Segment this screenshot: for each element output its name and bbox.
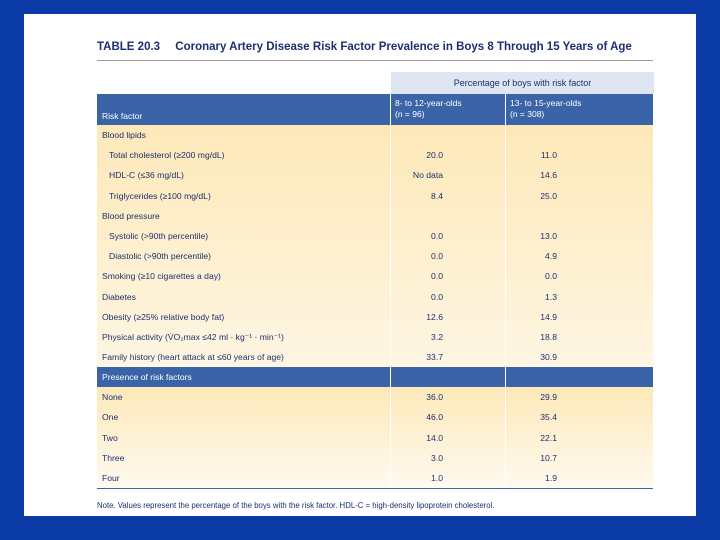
table-row xyxy=(97,448,653,468)
value-8-12: 36.0 xyxy=(426,392,443,403)
value-13-15: 10.7 xyxy=(540,452,557,463)
value-8-12: 0.0 xyxy=(431,291,443,302)
value-13-15: 1.9 xyxy=(545,473,557,483)
table-row xyxy=(97,206,653,226)
value-8-12: 46.0 xyxy=(426,412,443,423)
table-row xyxy=(97,428,653,448)
header-separator xyxy=(390,94,391,125)
value-8-12: No data xyxy=(412,170,443,181)
table-row xyxy=(97,307,653,327)
table-row xyxy=(97,407,653,427)
row-label: Family history (heart attack at ≤60 years of age) xyxy=(102,352,284,363)
caption-divider xyxy=(97,60,653,61)
presence-block xyxy=(97,387,653,488)
risk-factor-block xyxy=(97,125,653,367)
row-label: One xyxy=(102,412,119,423)
value-8-12: 12.6 xyxy=(426,311,443,322)
value-13-15: 35.4 xyxy=(540,412,557,423)
value-13-15: 18.8 xyxy=(540,331,557,342)
value-13-15: 14.9 xyxy=(540,311,557,322)
table-row xyxy=(97,287,653,307)
value-13-15: 4.9 xyxy=(545,251,557,262)
col-13-15-n: (n = 308) xyxy=(510,109,545,119)
table-note: Note. Values represent the percentage of the boys with the risk factor. HDL-C = high-density lipoprotein cholesterol. xyxy=(97,501,495,510)
value-13-15: 29.9 xyxy=(540,392,557,403)
table-row xyxy=(97,327,653,347)
table-row xyxy=(97,186,653,206)
section-header-presence xyxy=(97,367,653,387)
table-row xyxy=(97,468,653,488)
table-row xyxy=(97,125,653,145)
header-separator xyxy=(505,94,506,125)
row-label: Four xyxy=(102,473,120,483)
table-row xyxy=(97,246,653,266)
col-13-15-title: 13- to 15-year-olds xyxy=(510,98,582,108)
value-8-12: 1.0 xyxy=(431,473,443,483)
row-label: Diastolic (>90th percentile) xyxy=(109,251,211,262)
row-label: Blood pressure xyxy=(102,210,160,221)
table-title: Coronary Artery Disease Risk Factor Prevalence in Boys 8 Through 15 Years of Age xyxy=(175,41,632,53)
value-8-12: 20.0 xyxy=(426,150,443,161)
row-label: Total cholesterol (≥200 mg/dL) xyxy=(109,150,225,161)
value-13-15: 22.1 xyxy=(540,432,557,443)
value-13-15: 0.0 xyxy=(545,271,557,282)
row-label: Physical activity (V̇O₂max ≤42 ml · kg⁻¹ · min⁻¹) xyxy=(102,331,284,342)
table-row xyxy=(97,387,653,407)
col-8-12-title: 8- to 12-year-olds xyxy=(395,98,462,108)
presence-rows xyxy=(97,387,653,488)
col-8-12-n: (n = 96) xyxy=(395,109,425,119)
row-label: Two xyxy=(102,432,118,443)
column-header-row xyxy=(97,94,653,125)
value-13-15: 30.9 xyxy=(540,352,557,363)
table-row xyxy=(97,145,653,165)
value-8-12: 3.0 xyxy=(431,452,443,463)
table-caption xyxy=(97,41,632,53)
value-13-15: 1.3 xyxy=(545,291,557,302)
table-row xyxy=(97,347,653,367)
slide xyxy=(24,14,696,516)
value-8-12: 3.2 xyxy=(431,331,443,342)
col-8-12 xyxy=(395,98,462,120)
table-row xyxy=(97,226,653,246)
table-row xyxy=(97,165,653,185)
table-bottom-rule xyxy=(97,488,653,489)
value-8-12: 33.7 xyxy=(426,352,443,363)
value-8-12: 0.0 xyxy=(431,251,443,262)
section-label: Presence of risk factors xyxy=(102,372,192,383)
group-header: Percentage of boys with risk factor xyxy=(390,72,654,94)
value-8-12: 8.4 xyxy=(431,190,443,201)
value-8-12: 14.0 xyxy=(426,432,443,443)
risk-factor-rows xyxy=(97,125,653,367)
row-label: Diabetes xyxy=(102,291,136,302)
row-label: Smoking (≥10 cigarettes a day) xyxy=(102,271,221,282)
value-13-15: 14.6 xyxy=(540,170,557,181)
band-separator xyxy=(505,367,506,387)
band-separator xyxy=(390,367,391,387)
row-label: HDL-C (≤36 mg/dL) xyxy=(109,170,184,181)
row-label: Systolic (>90th percentile) xyxy=(109,230,209,241)
row-label: None xyxy=(102,392,123,403)
value-8-12: 0.0 xyxy=(431,271,443,282)
row-label: Obesity (≥25% relative body fat) xyxy=(102,311,225,322)
row-label: Triglycerides (≥100 mg/dL) xyxy=(109,190,211,201)
col-risk-factor: Risk factor xyxy=(102,111,143,121)
col-13-15 xyxy=(510,98,581,120)
table-body xyxy=(97,125,653,489)
value-8-12: 0.0 xyxy=(431,230,443,241)
table-number: TABLE 20.3 xyxy=(97,41,161,53)
row-label: Three xyxy=(102,452,125,463)
row-label: Blood lipids xyxy=(102,130,146,140)
value-13-15: 13.0 xyxy=(540,230,557,241)
value-13-15: 11.0 xyxy=(540,150,557,161)
value-13-15: 25.0 xyxy=(540,190,557,201)
table-row xyxy=(97,266,653,286)
